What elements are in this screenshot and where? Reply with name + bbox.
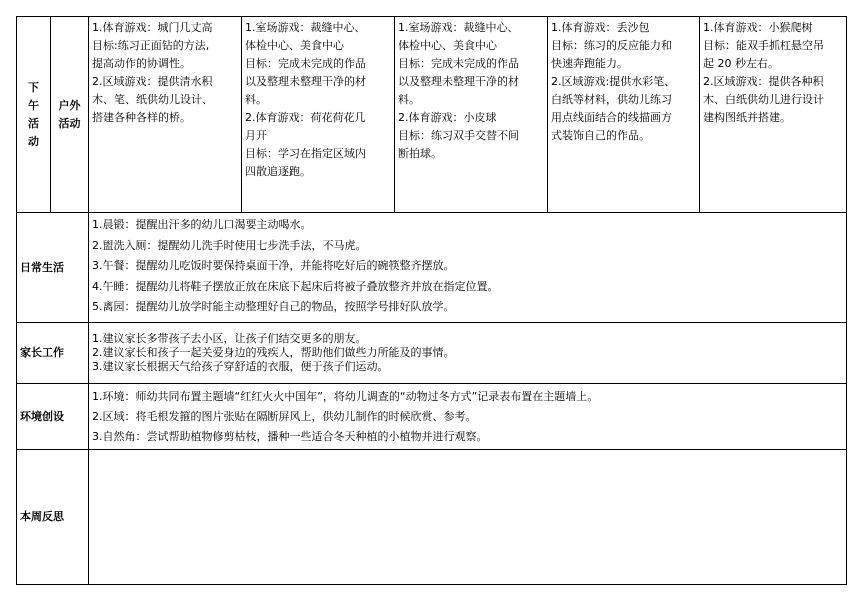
environment-line: 2.区域：将毛根发箍的图片张贴在隔断屏风上，供幼儿制作的时候欣赏、参考。 <box>92 409 477 423</box>
cell-line: 以及整理未整理干净的材 <box>398 75 519 88</box>
cell-line: 木、白纸供幼儿进行设计 <box>703 93 824 106</box>
cell-line: 目标:练习正面钻的方法, <box>92 39 210 52</box>
environment-content <box>89 384 847 450</box>
reflection-label: 本周反思 <box>17 450 89 585</box>
day-cell-thursday <box>548 17 700 213</box>
day-cell-tuesday <box>242 17 395 213</box>
cell-line: 1.体育游戏：丢沙包 <box>551 21 650 34</box>
daily-life-content <box>89 213 847 323</box>
cell-line: 目标：练习的反应能力和 <box>551 39 672 52</box>
outdoor-activity-label <box>51 17 89 213</box>
cell-line: 体检中心、美食中心 <box>398 39 497 52</box>
day-cell-wednesday <box>395 17 548 213</box>
afternoon-row <box>17 17 847 213</box>
cell-line: 2.区域游戏:提供水彩笔、 <box>551 75 676 88</box>
cell-line: 式装饰自己的作品。 <box>551 129 650 142</box>
reflection-content <box>89 450 847 585</box>
environment-line: 1.环境：师幼共同布置主题墙“红红火火中国年”，将幼儿调查的“动物过冬方式”记录表布置在主题墙上。 <box>92 389 599 403</box>
cell-line: 1.室场游戏：裁缝中心、 <box>398 21 519 34</box>
reflection-row <box>17 450 847 585</box>
cell-line: 1.室场游戏：裁缝中心、 <box>245 21 366 34</box>
cell-line: 木、笔、纸供幼儿设计、 <box>92 93 213 106</box>
cell-line: 用点线面结合的线描画方 <box>551 111 672 124</box>
daily-life-row <box>17 213 847 323</box>
daily-life-label: 日常生活 <box>17 213 89 323</box>
cell-line: 提高动作的协调性。 <box>92 57 191 70</box>
label-char: 午 <box>28 98 39 112</box>
cell-line: 目标：练习双手交替不间 <box>398 129 519 142</box>
cell-line: 起 20 秒左右。 <box>703 57 779 70</box>
cell-line: 1.体育游戏：城门几丈高 <box>92 21 213 34</box>
cell-line: 搭建各种各样的桥。 <box>92 111 191 124</box>
environment-line: 3.自然角：尝试帮助植物修剪枯枝，播种一些适合冬天种植的小植物并进行观察。 <box>92 429 488 443</box>
cell-line: 料。 <box>245 93 267 106</box>
cell-line: 料。 <box>398 93 420 106</box>
cell-line: 1.体育游戏：小猴爬树 <box>703 21 813 34</box>
daily-line: 5.离园：提醒幼儿放学时能主动整理好自己的物品，按照学号排好队放学。 <box>92 300 455 313</box>
cell-line: 月开 <box>245 129 267 142</box>
daily-line: 4.午睡：提醒幼儿将鞋子摆放正放在床底下起床后将被子叠放整齐并放在指定位置。 <box>92 279 499 293</box>
daily-line: 1.晨锻：提醒出汗多的幼儿口渴要主动喝水。 <box>92 218 312 231</box>
label-line: 活动 <box>58 116 81 130</box>
cell-line: 目标：完成未完成的作品 <box>398 57 519 70</box>
cell-line: 2.体育游戏：荷花荷花几 <box>245 111 366 124</box>
daily-line: 3.午餐：提醒幼儿吃饭时要保持桌面干净，并能将吃好后的碗筷整齐摆放。 <box>92 259 455 272</box>
day-cell-friday <box>700 17 847 213</box>
weekly-plan-table <box>16 16 847 585</box>
label-line: 户外 <box>58 98 81 112</box>
parent-line: 1.建议家长多带孩子去小区，让孩子们结交更多的朋友。 <box>92 332 367 345</box>
label-char: 下 <box>28 80 39 94</box>
cell-line: 2.区域游戏：提供清水积 <box>92 75 213 88</box>
cell-line: 快速奔跑能力。 <box>551 57 628 70</box>
daily-line: 2.盥洗入厕：提醒幼儿洗手时使用七步洗手法，不马虎。 <box>92 238 367 252</box>
day-cell-monday <box>89 17 242 213</box>
parent-work-label: 家长工作 <box>17 323 89 384</box>
cell-line: 四散追逐跑。 <box>245 165 311 178</box>
environment-row <box>17 384 847 450</box>
parent-line: 3.建议家长根据天气给孩子穿舒适的衣服，便于孩子们运动。 <box>92 360 389 373</box>
afternoon-activity-label <box>17 17 51 213</box>
parent-work-row <box>17 323 847 384</box>
cell-line: 体检中心、美食中心 <box>245 39 344 52</box>
parent-line: 2.建议家长和孩子一起关爱身边的残疾人，帮助他们做些力所能及的事情。 <box>92 346 455 359</box>
cell-line: 目标：学习在指定区域内 <box>245 147 366 160</box>
label-char: 动 <box>28 134 39 148</box>
environment-label: 环境创设 <box>17 384 89 450</box>
cell-line: 2.区域游戏：提供各种积 <box>703 75 824 88</box>
cell-line: 目标：能双手抓杠悬空吊 <box>703 39 824 52</box>
cell-line: 白纸等材料，供幼儿练习 <box>551 93 672 106</box>
cell-line: 目标：完成未完成的作品 <box>245 57 366 70</box>
parent-work-content <box>89 323 847 384</box>
cell-line: 断拍球。 <box>398 147 442 160</box>
label-char: 活 <box>28 116 39 130</box>
cell-line: 2.体育游戏：小皮球 <box>398 111 497 124</box>
cell-line: 以及整理未整理干净的材 <box>245 75 366 88</box>
cell-line: 建构图纸并搭建。 <box>703 111 791 124</box>
